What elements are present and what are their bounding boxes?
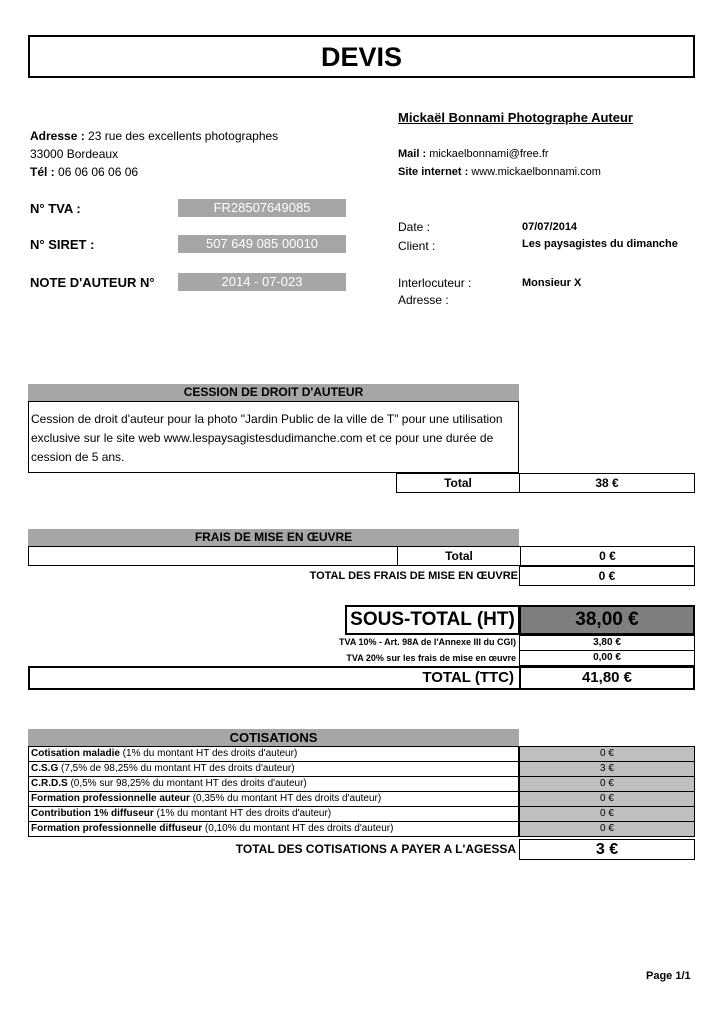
- tva10-value: 3,80 €: [519, 635, 695, 651]
- date-label: Date :: [398, 220, 431, 234]
- frais-row: [28, 546, 695, 566]
- site-label: Site internet :: [398, 166, 469, 178]
- cotisation-name: Cotisation maladie: [31, 748, 120, 759]
- cotisation-value: 0 €: [519, 746, 695, 762]
- cotisation-name: Formation professionnelle diffuseur: [31, 823, 203, 834]
- phone-line: [30, 165, 138, 179]
- cession-total-value: 38 €: [595, 476, 619, 490]
- frais-header: FRAIS DE MISE EN ŒUVRE: [28, 529, 519, 546]
- ttc-row: [28, 666, 695, 690]
- cotisation-desc: (0,10% du montant HT des droits d'auteur): [202, 823, 394, 834]
- contact-value: Monsieur X: [522, 277, 582, 289]
- tva10-label: TVA 10% - Art. 98A de l'Annexe III du CGI): [338, 637, 516, 647]
- client-value: Les paysagistes du dimanche: [522, 238, 678, 250]
- frais-total-label: Total: [445, 549, 473, 563]
- sous-total-value: 38,00 €: [519, 605, 695, 635]
- cotisation-label: [28, 806, 519, 822]
- cession-description-box: [28, 401, 519, 473]
- siret-field: 507 649 085 00010: [178, 235, 346, 253]
- cotisation-row: [28, 791, 695, 807]
- cotisation-label: [28, 761, 519, 777]
- cotisation-value: 0 €: [519, 791, 695, 807]
- cotisations-total-value: 3 €: [519, 839, 695, 860]
- page-title: DEVIS: [320, 42, 403, 72]
- cotisation-value: 0 €: [519, 806, 695, 822]
- page-number: Page 1/1: [646, 970, 691, 982]
- cotisation-label: [28, 746, 519, 762]
- note-field: 2014 - 07-023: [178, 273, 346, 291]
- tva-field: FR28507649085: [178, 199, 346, 217]
- cotisation-desc: (0,35% du montant HT des droits d'auteur): [189, 793, 382, 804]
- title-box: [28, 35, 695, 78]
- address-label: Adresse :: [30, 129, 85, 143]
- siret-label: N° SIRET :: [30, 237, 95, 252]
- sous-total-label: SOUS-TOTAL (HT): [345, 605, 520, 635]
- tva20-value: 0,00 €: [519, 650, 695, 666]
- cotisation-value: 0 €: [519, 776, 695, 792]
- address-line2: 33000 Bordeaux: [30, 147, 119, 161]
- cotisation-row: [28, 821, 695, 837]
- cession-total-label: Total: [397, 474, 520, 492]
- frais-grand-label: TOTAL DES FRAIS DE MISE EN ŒUVRE: [309, 570, 518, 582]
- cession-total-row: [396, 473, 695, 493]
- cotisation-row: [28, 746, 695, 762]
- cotisations-total-label: TOTAL DES COTISATIONS A PAYER A L'AGESSA: [235, 842, 516, 856]
- mail-label: Mail :: [398, 148, 427, 160]
- cotisation-row: [28, 761, 695, 777]
- ttc-label: TOTAL (TTC): [422, 669, 514, 686]
- site-value: www.mickaelbonnami.com: [471, 166, 601, 178]
- cotisation-value: 0 €: [519, 821, 695, 837]
- note-label: NOTE D'AUTEUR N°: [30, 275, 155, 290]
- cotisation-desc: (0,5% sur 98,25% du montant HT des droits d'auteur): [67, 778, 307, 789]
- tva20-label: TVA 20% sur les frais de mise en œuvre: [346, 653, 516, 663]
- ttc-value: 41,80 €: [581, 669, 633, 686]
- cotisation-label: [28, 776, 519, 792]
- cotisation-label: [28, 821, 519, 837]
- frais-total-value: 0 €: [599, 549, 616, 563]
- cotisations-header: COTISATIONS: [28, 729, 519, 746]
- photographer-name: Mickaël Bonnami Photographe Auteur: [398, 110, 633, 125]
- client-address-label: Adresse :: [398, 293, 449, 307]
- cotisation-name: Formation professionnelle auteur: [31, 793, 190, 804]
- cotisation-desc: (1% du montant HT des droits d'auteur): [153, 808, 332, 819]
- tva-label: N° TVA :: [30, 201, 81, 216]
- photographer-mail: [398, 148, 549, 160]
- frais-grand-value: 0 €: [519, 566, 695, 586]
- date-value: 07/07/2014: [522, 221, 578, 233]
- photographer-site: [398, 166, 601, 178]
- cession-header: CESSION DE DROIT D'AUTEUR: [28, 384, 519, 401]
- cotisation-row: [28, 806, 695, 822]
- cotisation-desc: (1% du montant HT des droits d'auteur): [119, 748, 298, 759]
- client-label: Client :: [398, 239, 436, 253]
- cotisation-desc: (7,5% de 98,25% du montant HT des droits d'auteur): [58, 763, 295, 774]
- mail-value: mickaelbonnami@free.fr: [429, 148, 549, 160]
- cotisation-name: Contribution 1% diffuseur: [31, 808, 154, 819]
- cotisation-value: 3 €: [519, 761, 695, 777]
- phone-label: Tél :: [30, 165, 55, 179]
- phone-value: 06 06 06 06 06: [58, 165, 139, 179]
- cotisation-row: [28, 776, 695, 792]
- cotisation-label: [28, 791, 519, 807]
- address-street: 23 rue des excellents photographes: [88, 129, 279, 143]
- contact-label: Interlocuteur :: [398, 276, 472, 290]
- address-line1: [30, 129, 278, 143]
- cession-description: Cession de droit d'auteur pour la photo "Jardin Public de la ville de T" pour une utilisation exclusive sur le site web www.lespaysagistesdudimanche.com et ce pour une durée de cession de 5 ans.: [31, 412, 503, 464]
- cotisation-name: C.S.G: [31, 763, 59, 774]
- cotisation-name: C.R.D.S: [31, 778, 68, 789]
